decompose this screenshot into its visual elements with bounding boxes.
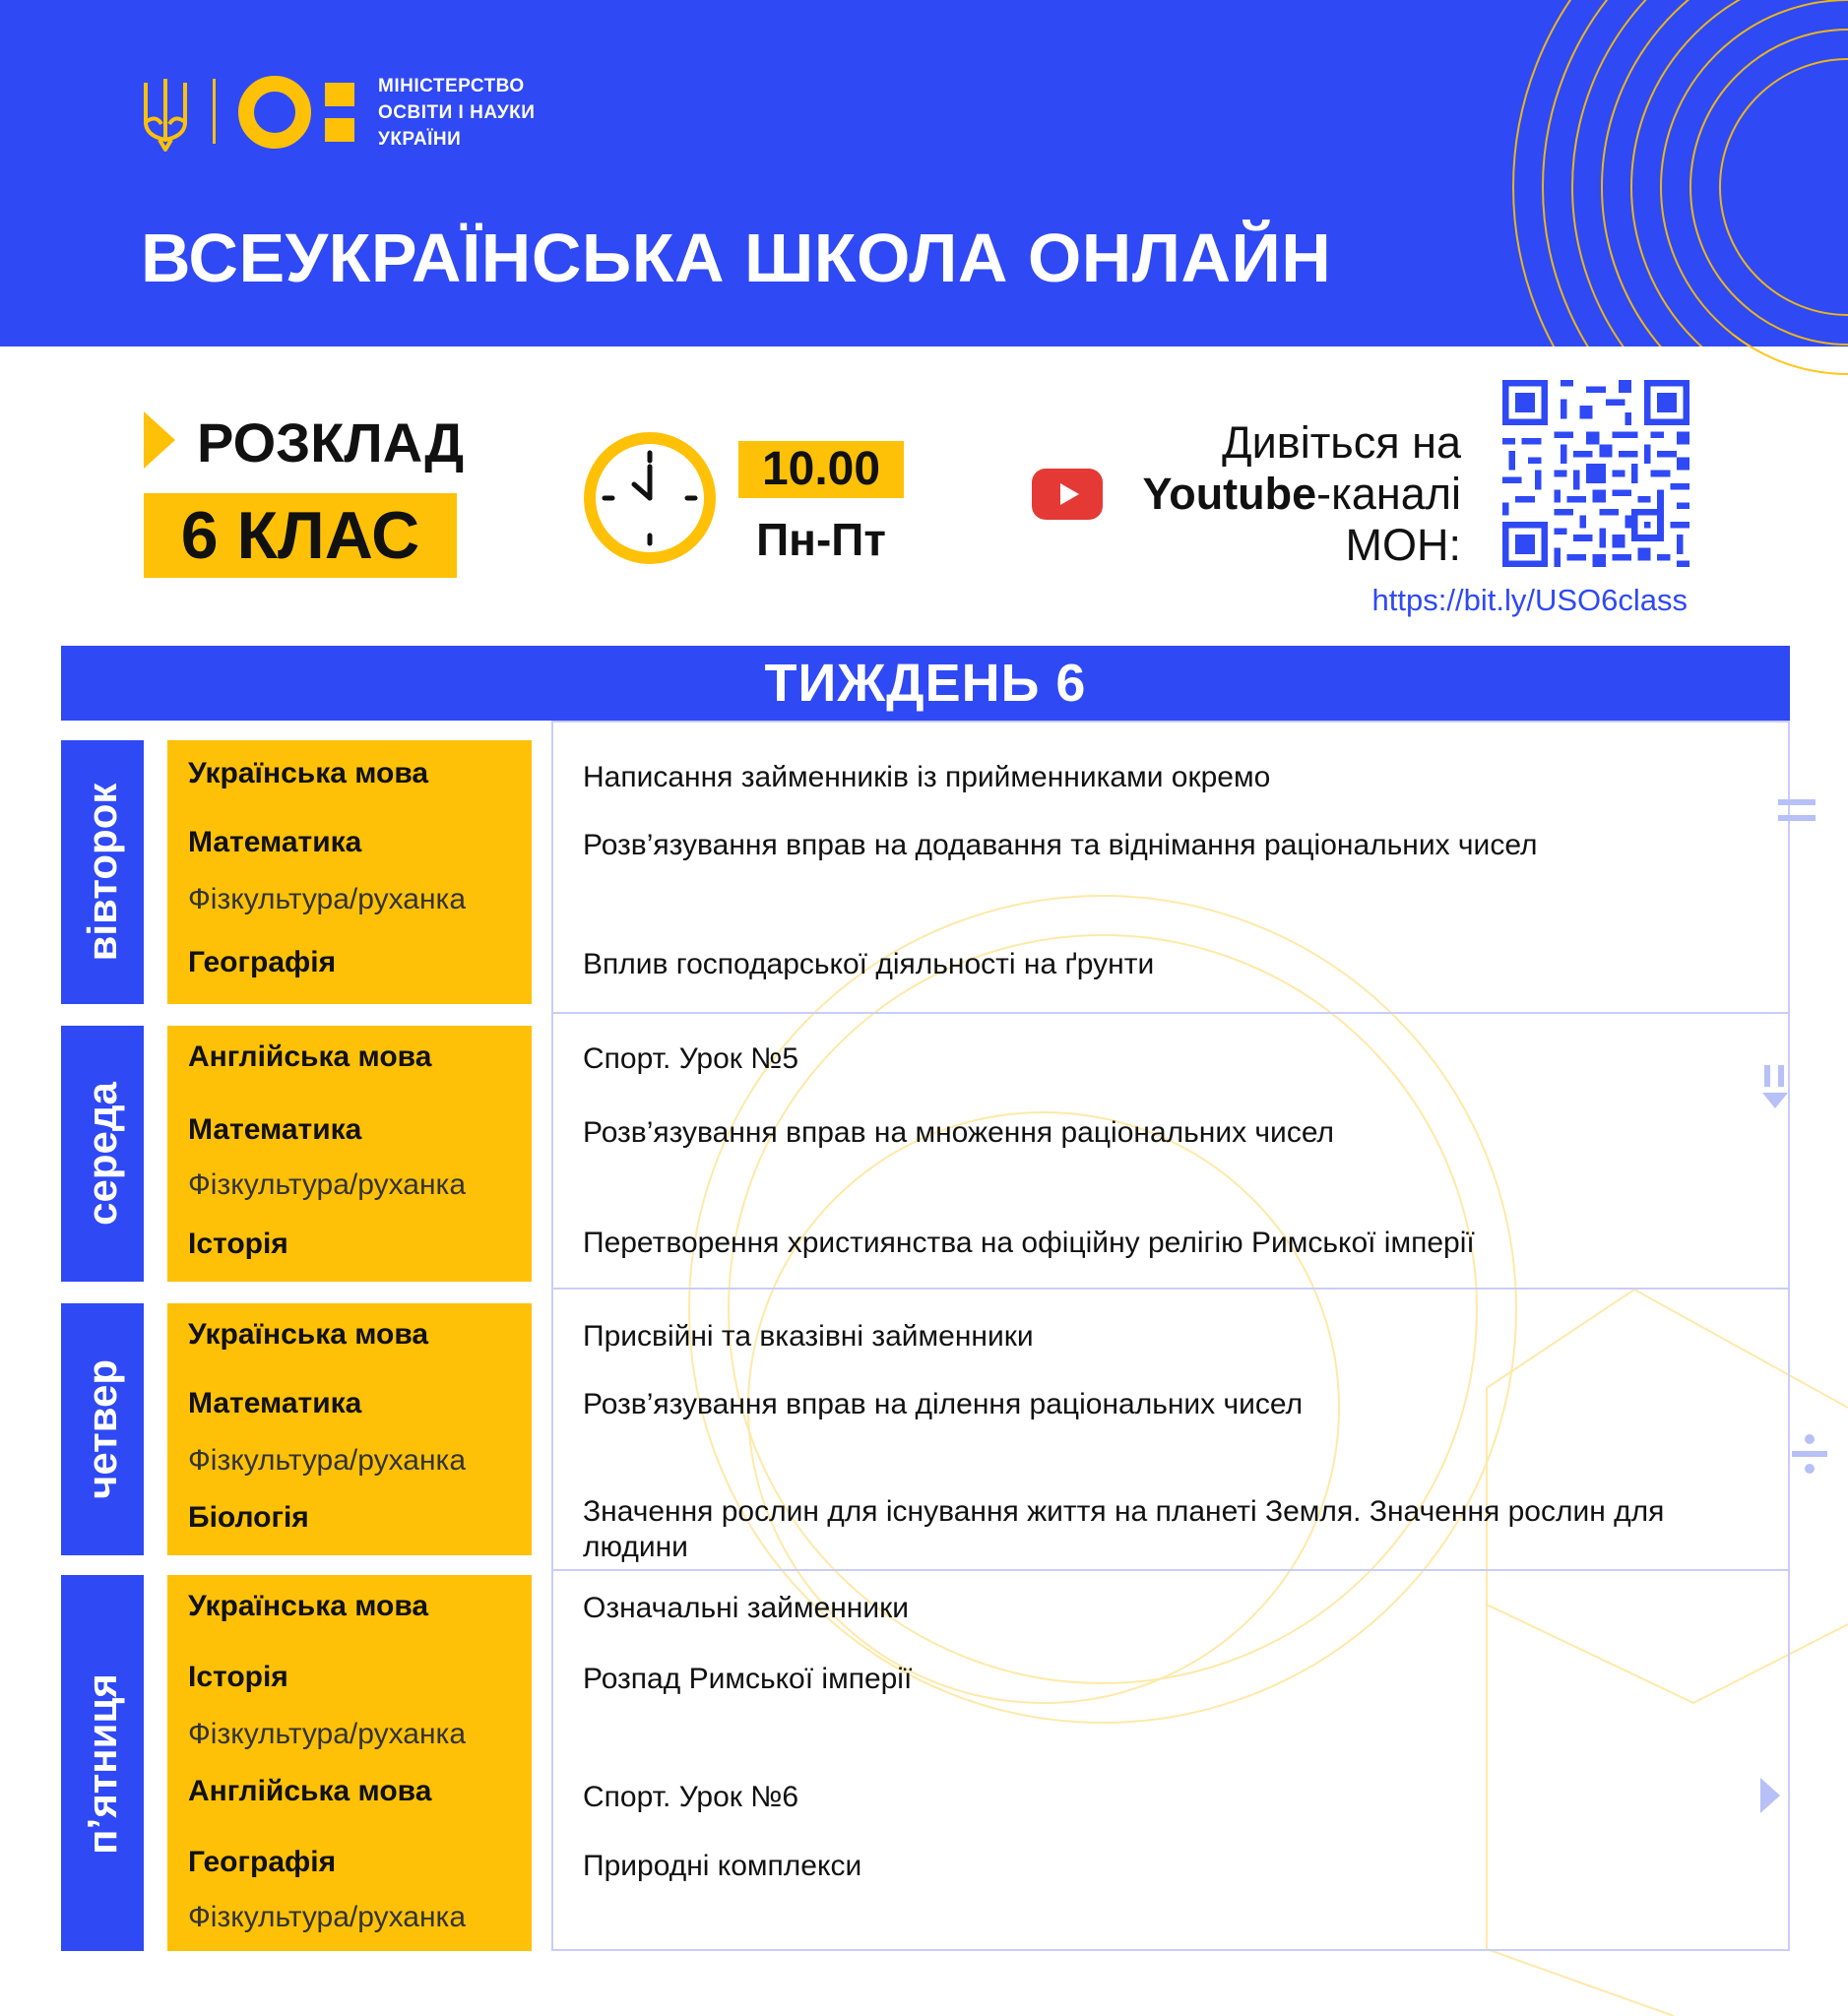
subject: Історія <box>188 1228 288 1260</box>
subject: Фізкультура/руханка <box>188 1168 466 1201</box>
topic: Присвійні та вказівні займенники <box>583 1320 1034 1353</box>
day-name: п’ятниця <box>79 1673 125 1855</box>
subject: Фізкультура/руханка <box>188 1901 466 1933</box>
subject: Англійська мова <box>188 1040 432 1073</box>
topics-box-friday <box>551 1569 1790 1951</box>
topic: Перетворення християнства на офіційну релігію Римської імперії <box>583 1227 1475 1259</box>
subject: Українська мова <box>188 1318 429 1351</box>
ministry-line: УКРАЇНИ <box>378 129 462 150</box>
trident-icon <box>140 75 191 152</box>
broadcast-days: Пн-Пт <box>756 514 886 565</box>
topic: Означальні займенники <box>583 1592 909 1624</box>
channel-word: -каналі <box>1316 469 1461 519</box>
subject: Математика <box>188 1387 362 1419</box>
subject: Географія <box>188 946 337 978</box>
clock-icon <box>583 431 717 565</box>
watch-line-3: МОН: <box>1345 520 1461 570</box>
down-arrow-icon <box>1760 1063 1790 1112</box>
week-title: ТИЖДЕНЬ 6 <box>61 646 1790 721</box>
grade-label: 6 КЛАС <box>180 498 420 573</box>
subject: Українська мова <box>188 1590 429 1622</box>
divide-icon <box>1790 1433 1829 1477</box>
subject: Історія <box>188 1661 288 1693</box>
topic: Розв’язування вправ на додавання та віднімання раціональних чисел <box>583 829 1538 861</box>
schedule-label: РОЗКЛАД <box>197 411 465 473</box>
subject: Українська мова <box>188 757 429 789</box>
broadcast-time: 10.00 <box>761 443 881 495</box>
ministry-line: МІНІСТЕРСТВО <box>378 76 525 96</box>
mon-logo <box>238 75 358 150</box>
topic: Спорт. Урок №6 <box>583 1781 799 1813</box>
topic: Спорт. Урок №5 <box>583 1042 799 1075</box>
ministry-line: ОСВІТИ І НАУКИ <box>378 102 536 123</box>
subjects-box-friday <box>167 1575 532 1951</box>
subject: Англійська мова <box>188 1775 432 1807</box>
subject: Фізкультура/руханка <box>188 1444 466 1477</box>
topic: Розв’язування вправ на множення раціональних чисел <box>583 1116 1335 1149</box>
subject: Фізкультура/руханка <box>188 883 466 915</box>
day-name: четвер <box>79 1358 125 1500</box>
youtube-icon[interactable] <box>1032 469 1103 520</box>
watch-line-1: Дивіться на <box>1222 417 1461 468</box>
youtube-word: Youtube <box>1142 469 1317 519</box>
right-arrow-icon <box>1758 1776 1782 1815</box>
subject: Географія <box>188 1846 337 1878</box>
topic: Розпад Римської імперії <box>583 1663 913 1695</box>
topic: Вплив господарської діяльності на ґрунти <box>583 948 1155 980</box>
page-title: ВСЕУКРАЇНСЬКА ШКОЛА ОНЛАЙН <box>141 220 1332 296</box>
day-name: вівторок <box>79 783 125 962</box>
equals-icon <box>1776 797 1819 825</box>
subject: Математика <box>188 826 362 858</box>
play-arrow-icon <box>144 411 175 469</box>
ministry-name <box>378 73 634 153</box>
qr-code[interactable] <box>1502 380 1689 567</box>
topic: Написання займенників із прийменниками окремо <box>583 761 1271 793</box>
subject: Математика <box>188 1113 362 1146</box>
topic: Значення рослин для існування життя на планеті Земля. Значення рослин для людини <box>583 1495 1665 1563</box>
subject: Біологія <box>188 1501 309 1534</box>
subject: Фізкультура/руханка <box>188 1718 466 1750</box>
topic: Розв’язування вправ на ділення раціональних чисел <box>583 1388 1304 1420</box>
day-name: середа <box>79 1082 125 1226</box>
youtube-link[interactable]: https://bit.ly/USO6class <box>1371 583 1688 617</box>
topic: Природні комплекси <box>583 1850 862 1882</box>
logo-separator <box>213 79 216 144</box>
